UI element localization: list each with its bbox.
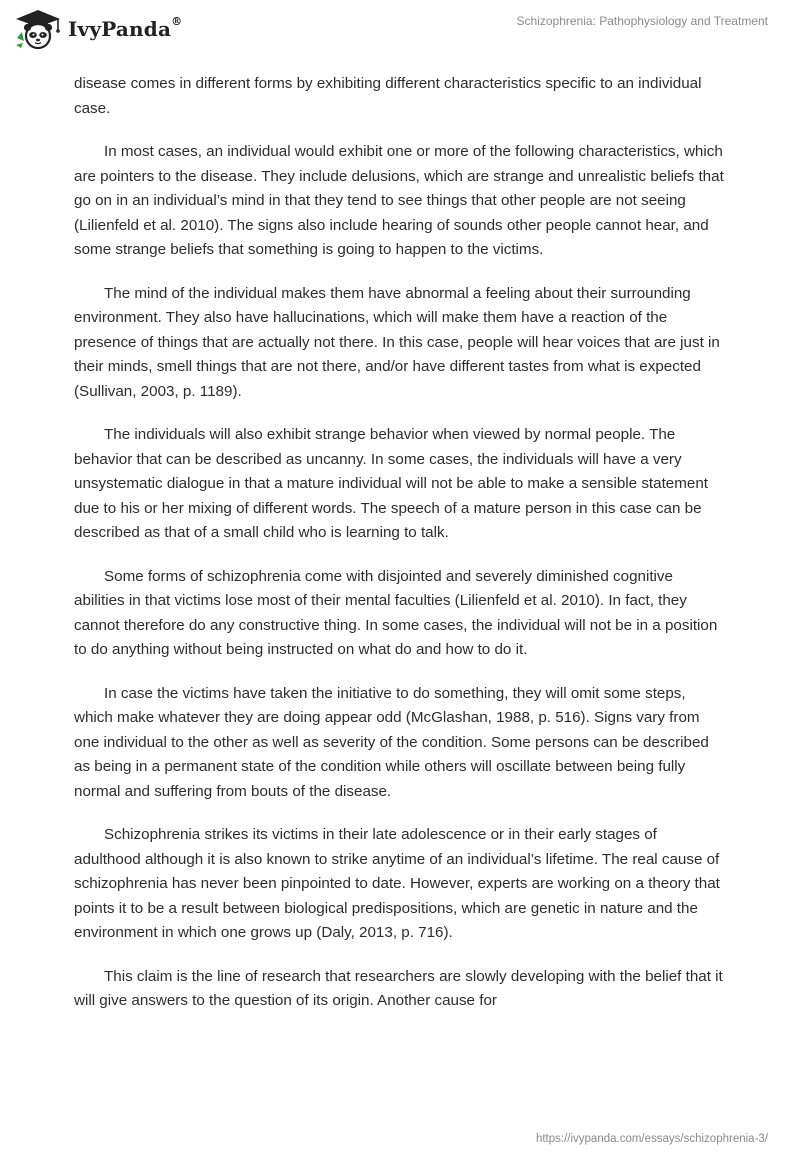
source-url[interactable]: https://ivypanda.com/essays/schizophrenia-3/ (535, 1133, 768, 1145)
brand-logo[interactable] (14, 8, 182, 50)
essay-body (74, 72, 726, 1033)
paragraph-3: The mind of the individual makes them have abnormal a feeling about their surrounding environment. They also have hallucinations, which will make them have a reaction of the presence of things that are actually not there. In this case, people will hear voices that are just in their minds, smell things that are not there, and/or have different tastes from what is expected (Sullivan, 2003, p. 1189). (74, 284, 720, 400)
paragraph-5: Some forms of schizophrenia come with disjointed and severely diminished cognitive abilities in that victims lose most of their mental faculties (Lilienfeld et al. 2010). In fact, they cannot therefore do any constructive thing. In some cases, the individual will not be in a position to do anything without being instructed on what do and how to do it. (74, 567, 718, 658)
page-header (0, 0, 800, 66)
paragraph-7: Schizophrenia strikes its victims in their late adolescence or in their early stages of adulthood although it is also known to strike anytime of an individual’s lifetime. The real cause of schizophrenia has never been pinpointed to date. However, experts are working on a theory that points it to be a result between biological predispositions, which are genetic in nature and the environment in which one grows up (Daly, 2013, p. 716). (74, 826, 720, 941)
panda-graduate-logo-icon (14, 8, 62, 50)
brand-name: IvyPanda® (68, 15, 183, 41)
paragraph-6: In case the victims have taken the initiative to do something, they will omit some steps, which make whatever they are doing appear odd (McGlashan, 1988, p. 516). Signs vary from one individual to the other as well as severity of the condition. Some persons can be described as being in a permanent state of the condition while others will oscillate between being fully normal and suffering from bouts of the disease. (74, 684, 709, 800)
paragraph-8: This claim is the line of research that researchers are slowly developing with the belief that it will give answers to the question of its origin. Another cause for (74, 967, 723, 1009)
document-title: Schizophrenia: Pathophysiology and Treatment (516, 14, 768, 28)
paragraph-4: The individuals will also exhibit strange behavior when viewed by normal people. The behavior that can be described as uncanny. In some cases, the individuals will have a very unsystematic dialogue in that a mature individual will not be able to make a sensible statement due to his or her mixing of different words. The speech of a mature person in this case can be described as that of a small child who is learning to talk. (74, 426, 709, 541)
paragraph-1: disease comes in different forms by exhibiting different characteristics specific to an individual case. (74, 75, 702, 117)
paragraph-2: In most cases, an individual would exhibit one or more of the following characteristics, which are pointers to the disease. They include delusions, which are strange and unrealistic beliefs that go on in an individual’s mind in that they tend to see things that other people are not seeing (Lilienfeld et al. 2010). The signs also include hearing of sounds other people cannot hear, and some strange beliefs that something is going to happen to the victims. (74, 143, 724, 258)
